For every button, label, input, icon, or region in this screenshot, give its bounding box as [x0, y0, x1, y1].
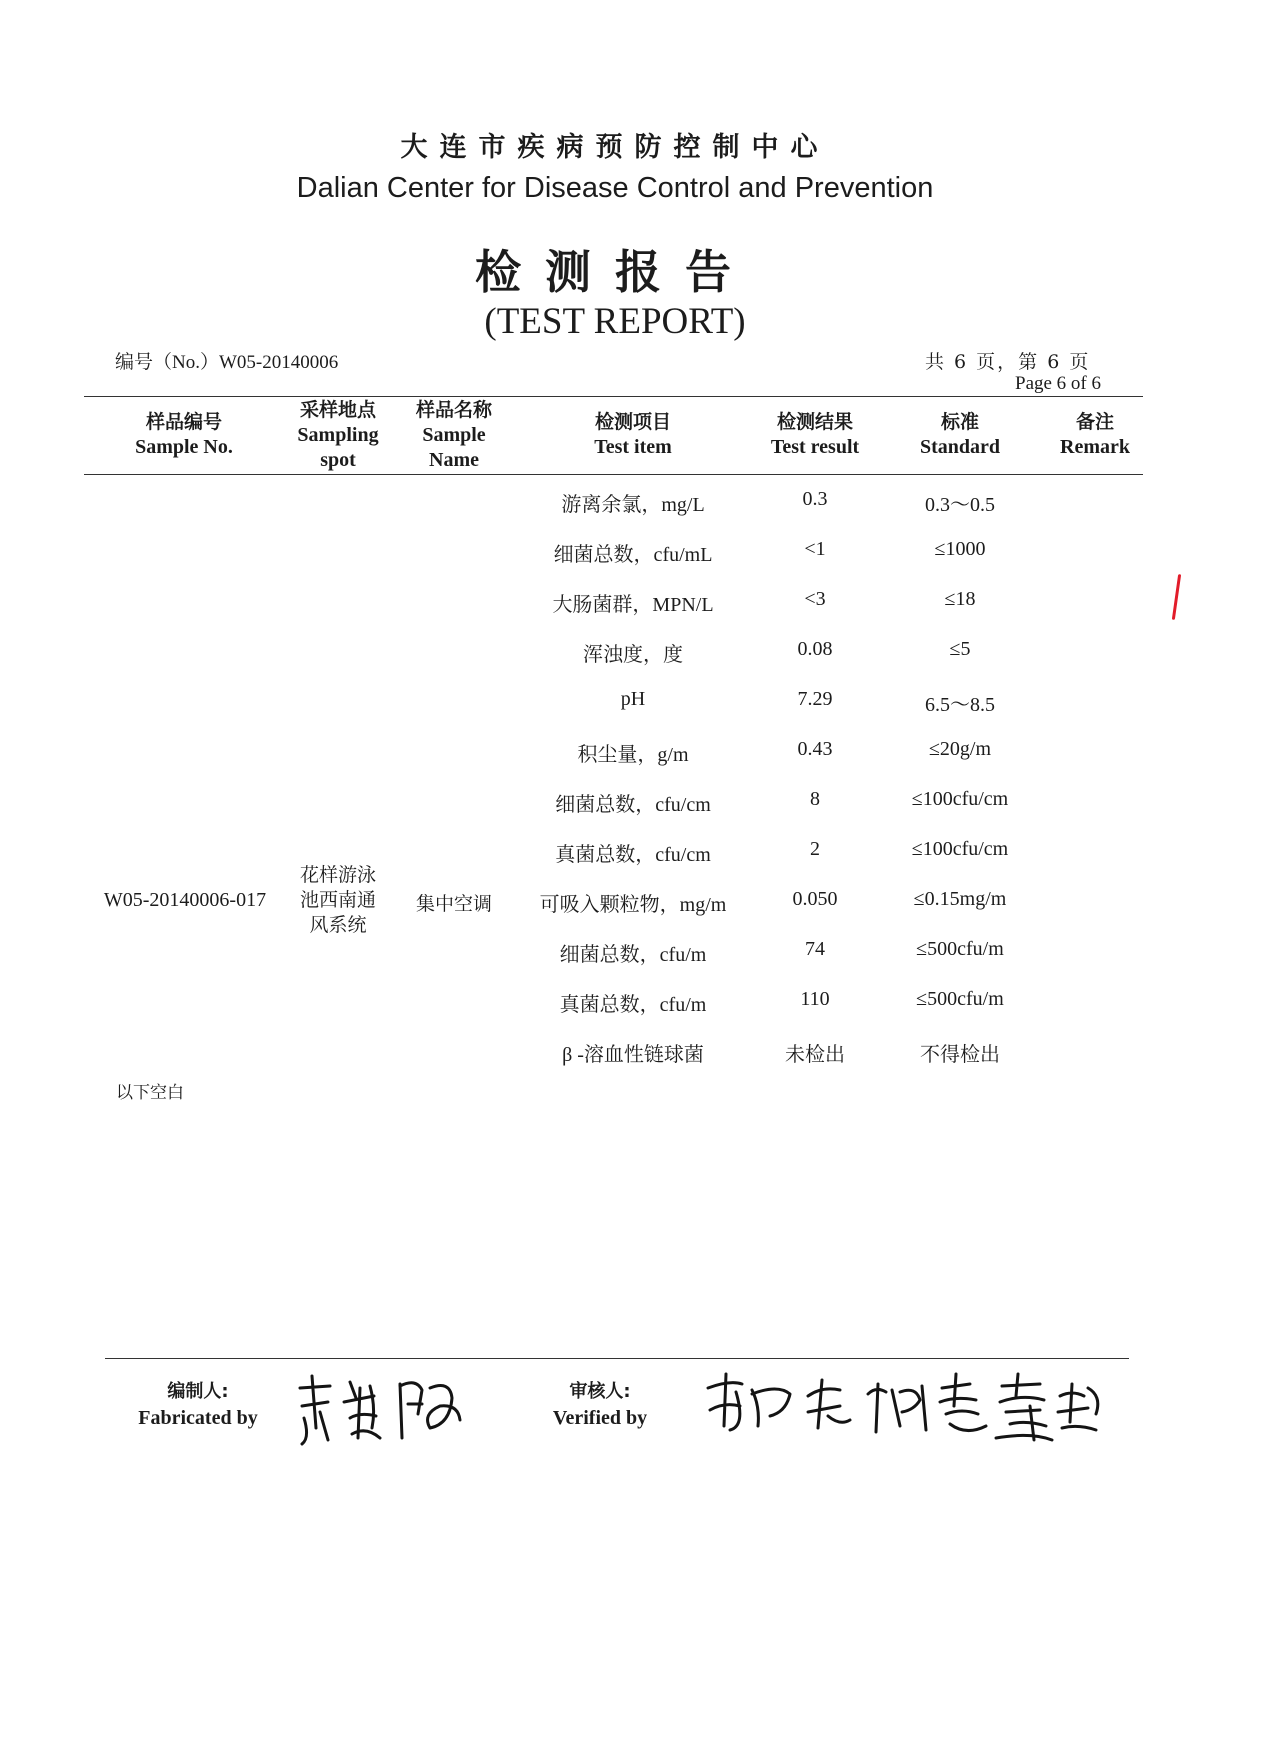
standard-cell: ≤5 — [949, 638, 971, 660]
column-header-sample-name: 样品名称 Sample Name — [415, 399, 492, 471]
test-result-cell: 7.29 — [797, 688, 833, 710]
test-item-cell: 细菌总数，cfu/mL — [553, 544, 713, 566]
column-header-sample-no: 样品编号 Sample No. — [135, 411, 233, 458]
test-result-cell: 110 — [800, 988, 830, 1010]
column-header-standard: 标准 Standard — [919, 411, 1001, 458]
test-result-cell: 2 — [810, 838, 820, 860]
standard-cell: ≤20g/m — [928, 738, 992, 760]
organization-name-cn: 大连市疾病预防控制中心 — [400, 132, 830, 163]
sample-number-cell: W05-20140006-017 — [103, 889, 267, 911]
standard-cell: ≤100cfu/cm — [911, 838, 1009, 860]
test-item-cell: 大肠菌群，MPN/L — [552, 594, 714, 616]
verified-by-signature — [700, 1366, 1120, 1446]
document-number: 编号（No.）W05-20140006 — [115, 352, 339, 373]
test-item-cell: 可吸入颗粒物，mg/m — [539, 894, 727, 916]
standard-cell: 6.5～8.5 — [925, 694, 995, 716]
report-title-en: (TEST REPORT) — [484, 301, 746, 342]
test-result-cell: 0.3 — [802, 488, 828, 510]
page-count-en: Page 6 of 6 — [1015, 373, 1102, 394]
test-result-cell: <1 — [804, 538, 826, 560]
fabricated-by-signature — [290, 1368, 470, 1448]
test-item-cell: 游离余氯，mg/L — [561, 494, 705, 516]
red-ink-mark — [1172, 574, 1181, 620]
standard-cell: ≤500cfu/m — [916, 988, 1004, 1010]
page-count-cn: 共 6 页，第 6 页 — [925, 351, 1091, 373]
fabricated-by-label: 编制人: Fabricated by — [138, 1381, 258, 1429]
test-item-cell: 细菌总数，cfu/cm — [555, 794, 711, 816]
test-item-cell: 浑浊度，度 — [583, 644, 683, 666]
standard-cell: ≤0.15mg/m — [913, 888, 1007, 910]
column-header-test-item: 检测项目 Test item — [594, 411, 672, 458]
blank-below-note: 以下空白 — [116, 1083, 184, 1103]
table-top-rule — [84, 396, 1143, 397]
test-item-cell: 细菌总数，cfu/m — [559, 944, 707, 966]
test-item-cell: 真菌总数，cfu/m — [559, 994, 707, 1016]
sampling-spot-cell: 花样游泳 池西南通 风系统 — [299, 864, 376, 936]
test-result-cell: 74 — [805, 938, 825, 960]
standard-cell: 0.3～0.5 — [925, 494, 995, 516]
sample-name-cell: 集中空调 — [415, 893, 492, 915]
test-result-cell: 0.08 — [797, 638, 833, 660]
test-result-cell: <3 — [804, 588, 826, 610]
footer-rule — [105, 1358, 1129, 1359]
test-item-cell: β -溶血性链球菌 — [562, 1044, 704, 1066]
standard-cell: ≤1000 — [934, 538, 986, 560]
test-item-cell: 真菌总数，cfu/cm — [555, 844, 711, 866]
column-header-test-result: 检测结果 Test result — [770, 411, 860, 458]
standard-cell: 不得检出 — [920, 1044, 1000, 1066]
test-item-cell: pH — [620, 688, 646, 710]
standard-cell: ≤500cfu/m — [916, 938, 1004, 960]
test-item-cell: 积尘量，g/m — [577, 744, 689, 766]
test-result-cell: 8 — [810, 788, 820, 810]
table-header-rule — [84, 474, 1143, 475]
organization-name-en: Dalian Center for Disease Control and Prevention — [296, 172, 934, 204]
column-header-remark: 备注 Remark — [1060, 411, 1130, 458]
standard-cell: ≤100cfu/cm — [911, 788, 1009, 810]
standard-cell: ≤18 — [944, 588, 976, 610]
test-result-cell: 未检出 — [785, 1044, 845, 1066]
test-result-cell: 0.050 — [792, 888, 838, 910]
verified-by-label: 审核人: Verified by — [552, 1381, 648, 1429]
column-header-sampling-spot: 采样地点 Sampling spot — [297, 399, 379, 471]
report-title-cn: 检测报告 — [475, 245, 755, 299]
test-result-cell: 0.43 — [797, 738, 833, 760]
